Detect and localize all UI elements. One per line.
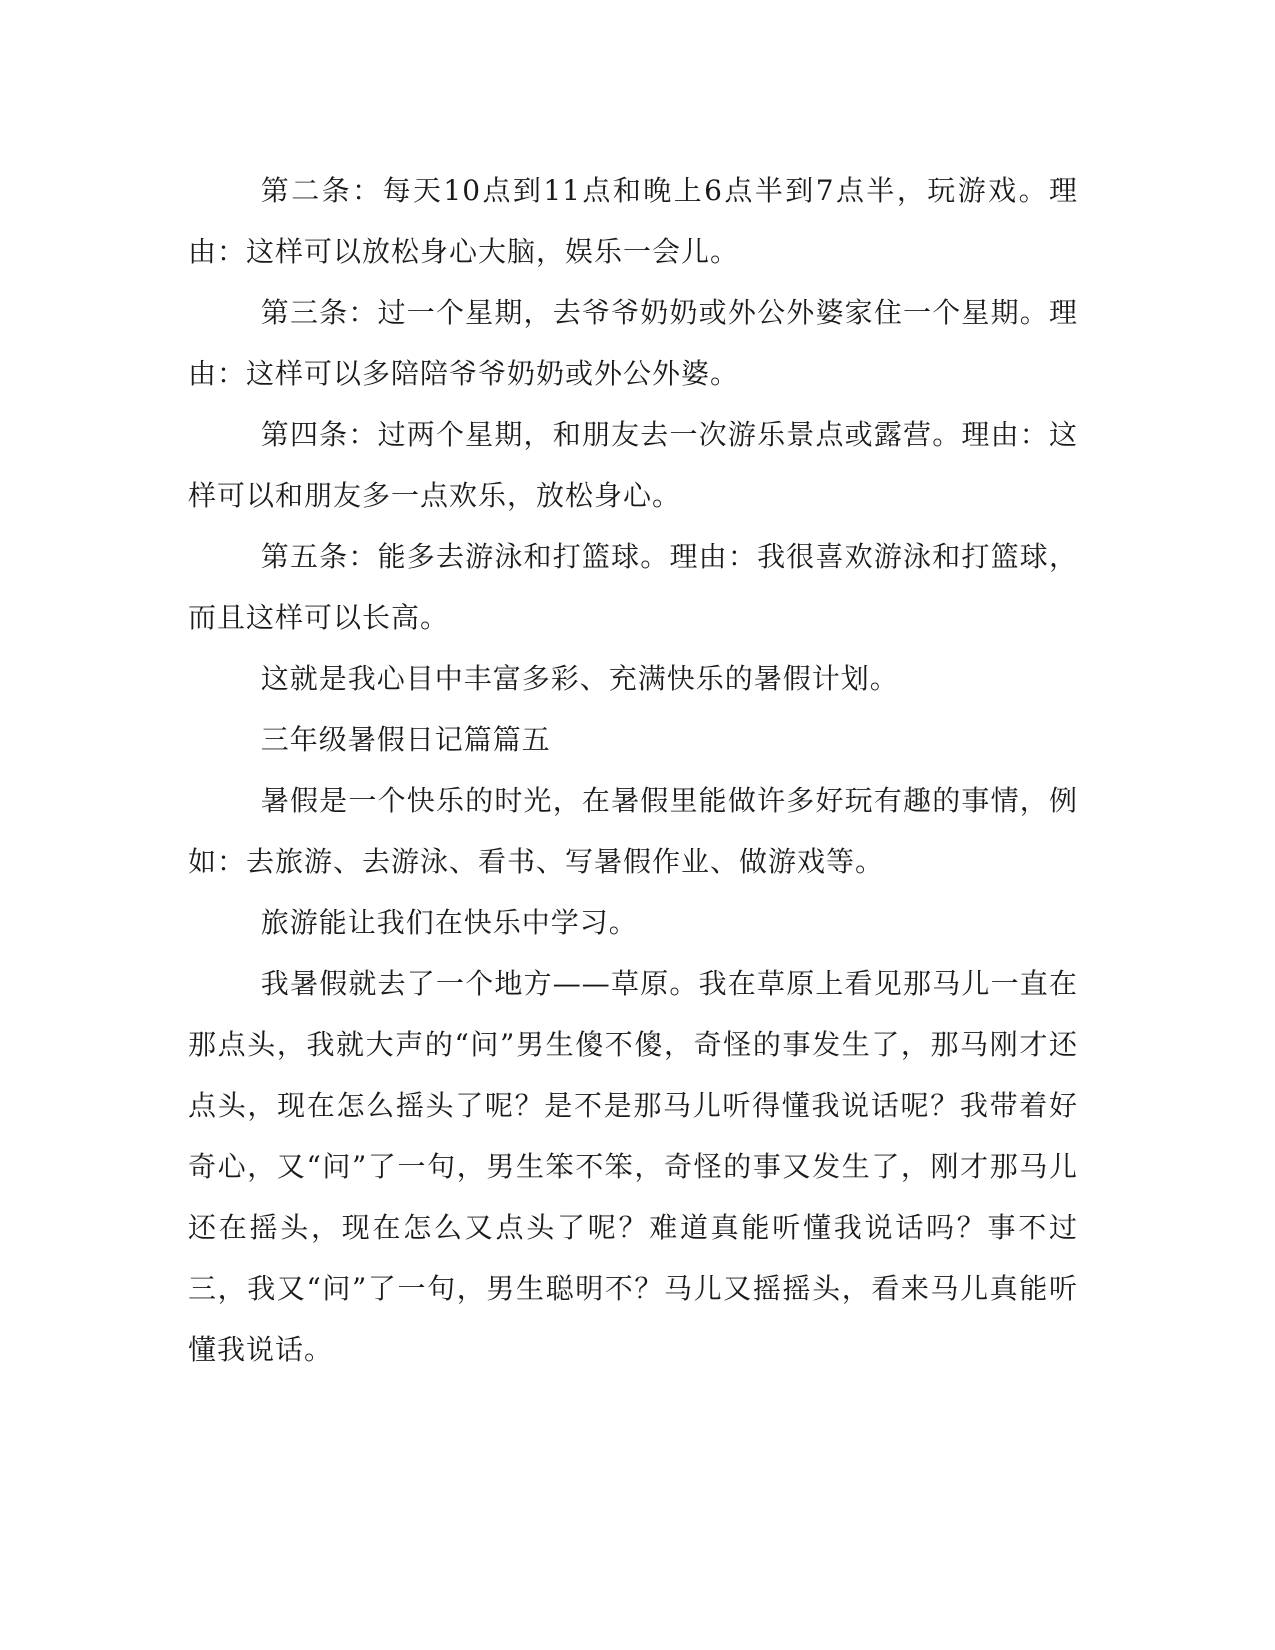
paragraph-intro: 暑假是一个快乐的时光，在暑假里能做许多好玩有趣的事情，例如：去旅游、去游泳、看书、写暑假作业、做游戏等。	[188, 784, 1078, 878]
paragraph-conclusion: 这就是我心目中丰富多彩、充满快乐的暑假计划。	[260, 662, 899, 695]
section-heading: 三年级暑假日记篇篇五	[260, 723, 551, 756]
paragraph-rule-2: 第二条：每天10点到11点和晚上6点半到7点半，玩游戏。理由：这样可以放松身心大脑，娱乐一会儿。	[188, 174, 1078, 268]
document-body	[188, 160, 1078, 1380]
paragraph-rule-5: 第五条：能多去游泳和打篮球。理由：我很喜欢游泳和打篮球，而且这样可以长高。	[188, 540, 1078, 634]
paragraph-rule-3: 第三条：过一个星期，去爷爷奶奶或外公外婆家住一个星期。理由：这样可以多陪陪爷爷奶奶或外公外婆。	[188, 296, 1078, 390]
paragraph-rule-4: 第四条：过两个星期，和朋友去一次游乐景点或露营。理由：这样可以和朋友多一点欢乐，放松身心。	[188, 418, 1078, 512]
paragraph-grassland: 我暑假就去了一个地方——草原。我在草原上看见那马儿一直在那点头，我就大声的“问”男生傻不傻，奇怪的事发生了，那马刚才还点头，现在怎么摇头了呢？是不是那马儿听得懂我说话呢？我带着好奇心，又“问”了一句，男生笨不笨，奇怪的事又发生了，刚才那马儿还在摇头，现在怎么又点头了呢？难道真能听懂我说话吗？事不过三，我又“问”了一句，男生聪明不？马儿又摇摇头，看来马儿真能听懂我说话。	[188, 967, 1078, 1366]
paragraph-travel: 旅游能让我们在快乐中学习。	[260, 906, 638, 939]
